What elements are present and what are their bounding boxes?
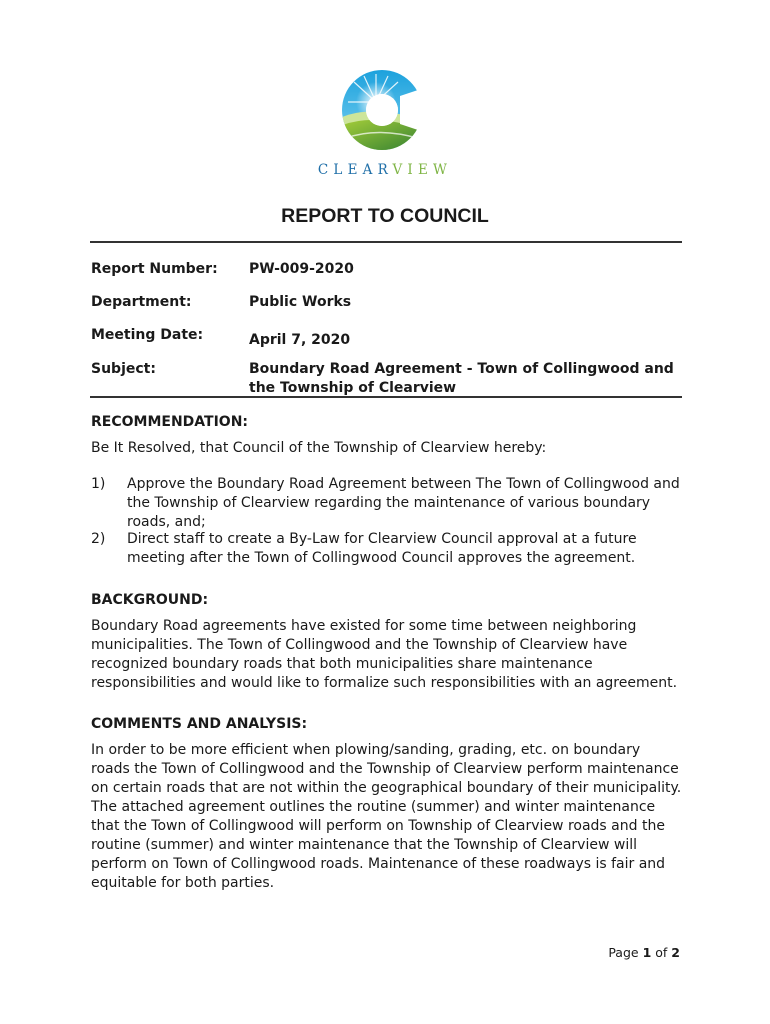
report-title: REPORT TO COUNCIL <box>281 205 489 227</box>
background-line: responsibilities and would like to formalize such responsibilities with an agreement. <box>91 675 678 691</box>
comments-heading: COMMENTS AND ANALYSIS: <box>91 716 308 732</box>
brand-name-clear: CLEAR <box>317 162 393 178</box>
background-line: recognized boundary roads that both municipalities share maintenance <box>91 656 593 672</box>
recommendation-intro-line: Be It Resolved, that Council of the Township of Clearview hereby: <box>91 440 547 456</box>
background-heading: BACKGROUND: <box>91 592 209 608</box>
recommendation-item-1-line: Approve the Boundary Road Agreement between The Town of Collingwood and <box>127 476 680 492</box>
subject-label: Subject: <box>91 361 156 377</box>
meeting-date-value: April 7, 2020 <box>249 332 351 348</box>
subject-line-2: the Township of Clearview <box>249 380 457 396</box>
recommendation-heading: RECOMMENDATION: <box>91 414 249 430</box>
recommendation-item-2-line: meeting after the Town of Collingwood Council approves the agreement. <box>127 550 636 566</box>
comments-line: on certain roads that are not within the geographical boundary of their municipality. <box>91 780 682 796</box>
top-divider <box>90 241 682 243</box>
comments-line: routine (summer) and winter maintenance that the Township of Clearview will <box>91 837 637 853</box>
recommendation-intro <box>91 439 691 458</box>
current-page: 1 <box>642 945 652 960</box>
meta-bottom-divider <box>90 396 682 398</box>
subject-value <box>249 360 674 398</box>
comments-paragraph <box>91 741 691 893</box>
recommendation-item-2-number: 2) <box>91 531 106 547</box>
comments-line: In order to be more efficient when plowing/sanding, grading, etc. on boundary <box>91 742 641 758</box>
comments-line: equitable for both parties. <box>91 875 275 891</box>
background-paragraph <box>91 617 691 693</box>
recommendation-item-1-line: roads, and; <box>127 514 206 530</box>
background-line: municipalities. The Town of Collingwood and the Township of Clearview have <box>91 637 628 653</box>
recommendation-item-1-line: the Township of Clearview regarding the maintenance of various boundary <box>127 495 651 511</box>
page-word: Page <box>608 945 639 960</box>
department-label: Department: <box>91 294 192 310</box>
comments-line: perform on Town of Collingwood roads. Maintenance of these roadways is fair and <box>91 856 666 872</box>
recommendation-item-1 <box>127 475 697 532</box>
background-line: Boundary Road agreements have existed for some time between neighboring <box>91 618 637 634</box>
comments-line: that the Town of Collingwood will perform on Township of Clearview roads and the <box>91 818 665 834</box>
brand-name-view: VIEW <box>392 162 453 178</box>
brand-wordmark <box>0 162 770 178</box>
page-number <box>608 945 680 960</box>
total-pages: 2 <box>671 945 680 960</box>
of-word: of <box>655 945 668 960</box>
clearview-logo <box>340 68 424 152</box>
comments-line: roads the Town of Collingwood and the Township of Clearview perform maintenance <box>91 761 679 777</box>
recommendation-item-2 <box>127 530 697 568</box>
meeting-date-label: Meeting Date: <box>91 327 204 343</box>
department-value: Public Works <box>249 294 352 310</box>
recommendation-item-1-number: 1) <box>91 476 106 492</box>
recommendation-item-2-line: Direct staff to create a By-Law for Clearview Council approval at a future <box>127 531 637 547</box>
report-number-label: Report Number: <box>91 261 218 277</box>
report-number-value: PW-009-2020 <box>249 261 354 277</box>
comments-line: The attached agreement outlines the routine (summer) and winter maintenance <box>91 799 656 815</box>
subject-line-1: Boundary Road Agreement - Town of Collingwood and <box>249 361 674 377</box>
